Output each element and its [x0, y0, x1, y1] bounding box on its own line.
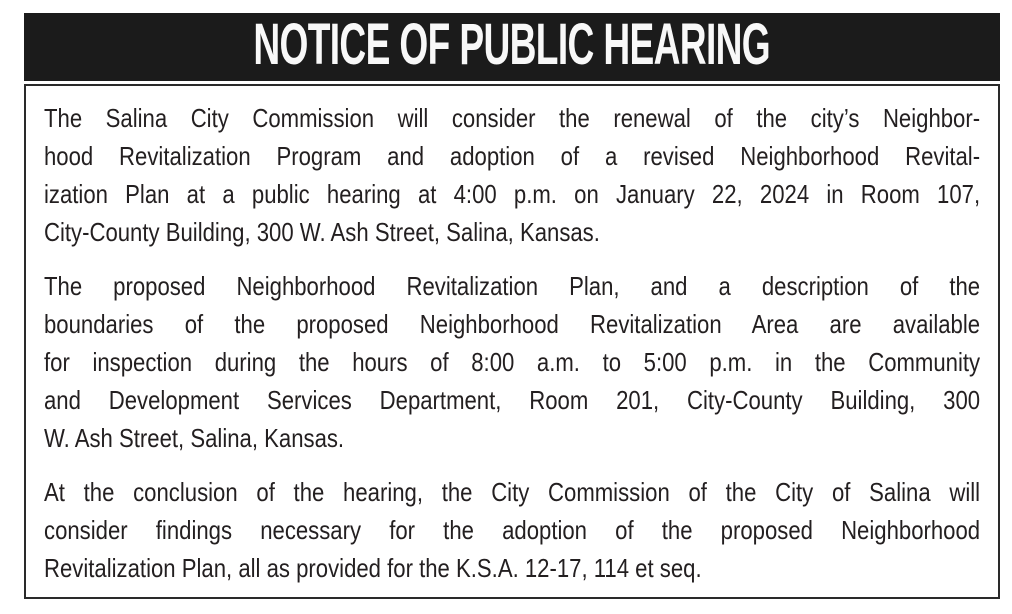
public-notice-document — [24, 13, 1000, 599]
notice-title: NOTICE OF PUBLIC HEARING — [253, 12, 771, 77]
text-line: consider findings necessary for the adoption of the proposed Neighborhood — [44, 515, 981, 545]
text-line: At the conclusion of the hearing, the City Commission of the City of Salina will — [44, 477, 981, 507]
notice-body-box — [24, 84, 1000, 599]
text-line: The Salina City Commission will consider the renewal of the city’s Neighbor- — [44, 103, 981, 133]
paragraph-hearing-announcement — [44, 99, 980, 251]
text-line: ization Plan at a public hearing at 4:00 p.m. on January 22, 2024 in Room 107, — [44, 179, 981, 209]
notice-body-text — [44, 99, 980, 587]
text-line: hood Revitalization Program and adoption of a revised Neighborhood Revital- — [44, 141, 981, 171]
text-line: City-County Building, 300 W. Ash Street, Salina, Kansas. — [44, 217, 600, 247]
text-line: and Development Services Department, Room 201, City-County Building, 300 — [44, 385, 981, 415]
text-line: boundaries of the proposed Neighborhood Revitalization Area are available — [44, 309, 981, 339]
notice-header-bar — [24, 13, 1000, 81]
text-line: W. Ash Street, Salina, Kansas. — [44, 423, 345, 453]
paragraph-plan-availability — [44, 267, 980, 457]
text-line: The proposed Neighborhood Revitalization Plan, and a description of the — [44, 271, 981, 301]
paragraph-conclusion-findings — [44, 473, 980, 587]
text-line: for inspection during the hours of 8:00 a.m. to 5:00 p.m. in the Community — [44, 347, 981, 377]
text-line: Revitalization Plan, all as provided for the K.S.A. 12-17, 114 et seq. — [44, 553, 702, 583]
